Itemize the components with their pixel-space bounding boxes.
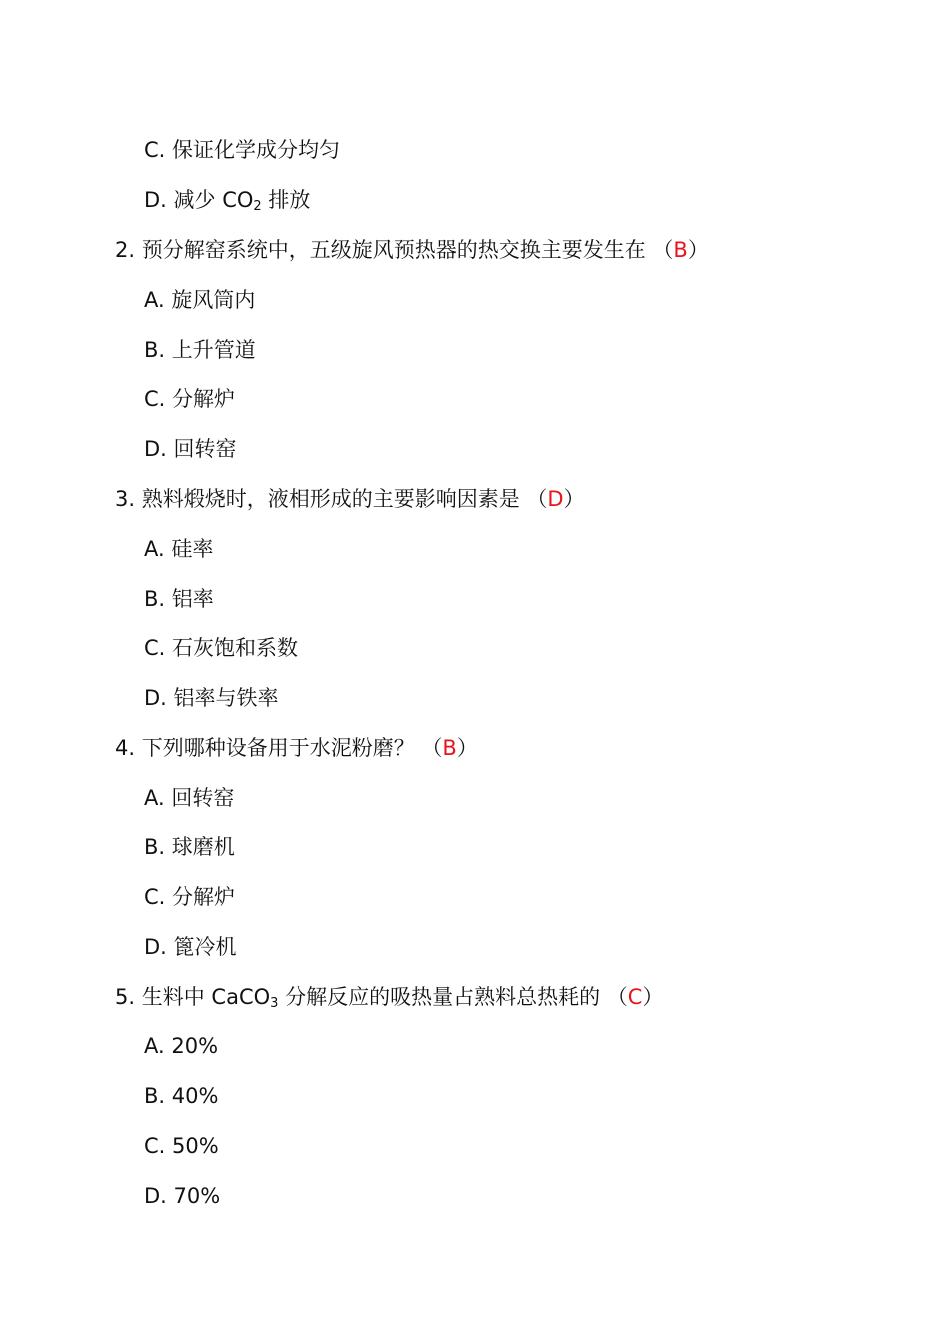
option-label: D. — [144, 1184, 167, 1208]
option-label: B. — [144, 1084, 166, 1108]
option-label: B. — [144, 835, 166, 859]
option-text-after: 排放 — [261, 188, 311, 212]
q2-option-a — [144, 285, 255, 315]
question-number: 5. — [115, 985, 136, 1009]
option-text: 40% — [171, 1084, 219, 1108]
option-label: B. — [144, 587, 166, 611]
answer-letter: C — [627, 985, 643, 1009]
option-label: A. — [144, 1034, 165, 1058]
option-text: 50% — [172, 1134, 219, 1158]
answer-paren-open: （ — [526, 487, 548, 511]
question-4 — [115, 733, 478, 763]
answer-paren-open: （ — [421, 736, 443, 760]
option-label: A. — [144, 288, 165, 312]
option-text: 上升管道 — [171, 338, 256, 362]
option-label: D. — [144, 188, 167, 212]
option-label: D. — [144, 686, 167, 710]
q4-option-a — [144, 783, 234, 813]
q2-option-c — [144, 384, 235, 414]
option-label: C. — [144, 885, 166, 909]
option-text: 石灰饱和系数 — [172, 636, 299, 660]
q5-option-c — [144, 1131, 219, 1161]
q3-option-c — [144, 633, 298, 663]
q5-option-b — [144, 1081, 218, 1111]
option-text: 铝率 — [171, 587, 214, 611]
answer-paren-close: ） — [642, 985, 664, 1009]
option-text: 20% — [171, 1034, 219, 1058]
option-text: 铝率与铁率 — [173, 686, 279, 710]
option-text: 回转窑 — [173, 437, 237, 461]
option-text: 旋风筒内 — [171, 288, 256, 312]
option-label: B. — [144, 338, 166, 362]
question-number: 2. — [115, 238, 136, 262]
option-label: D. — [144, 935, 167, 959]
q5-option-a — [144, 1031, 218, 1061]
option-label: C. — [144, 1134, 166, 1158]
q2-option-b — [144, 335, 256, 365]
option-text: 篦冷机 — [173, 935, 237, 959]
q4-option-b — [144, 832, 235, 862]
question-stem: 下列哪种设备用于水泥粉磨？ — [141, 736, 415, 760]
q4-option-d — [144, 932, 237, 962]
answer-letter: D — [547, 487, 564, 511]
option-text: 分解炉 — [172, 387, 236, 411]
answer-paren-close: ） — [563, 487, 585, 511]
q2-option-d — [144, 434, 237, 464]
option-text: 70% — [173, 1184, 221, 1208]
option-text-before: 减少 CO — [173, 188, 254, 212]
option-text: 硅率 — [171, 537, 214, 561]
option-label: A. — [144, 786, 165, 810]
option-text: 分解炉 — [172, 885, 236, 909]
q3-option-b — [144, 584, 214, 614]
option-text: 回转窑 — [171, 786, 235, 810]
q5-option-d — [144, 1181, 220, 1211]
option-d-prev — [144, 185, 310, 215]
option-text: 球磨机 — [171, 835, 235, 859]
q3-option-d — [144, 683, 279, 713]
answer-letter: B — [673, 238, 688, 262]
question-number: 3. — [115, 487, 136, 511]
question-stem-before: 生料中 CaCO — [141, 985, 271, 1009]
question-stem: 预分解窑系统中，五级旋风预热器的热交换主要发生在 — [141, 238, 646, 262]
question-stem: 熟料煅烧时，液相形成的主要影响因素是 — [141, 487, 520, 511]
answer-paren-close: ） — [687, 238, 709, 262]
option-text: 保证化学成分均匀 — [172, 138, 341, 162]
q4-option-c — [144, 882, 235, 912]
question-3 — [115, 484, 585, 514]
answer-letter: B — [442, 736, 457, 760]
q3-option-a — [144, 534, 213, 564]
subscript: 3 — [270, 996, 279, 1011]
subscript: 2 — [253, 199, 262, 214]
answer-paren-open: （ — [652, 238, 674, 262]
option-label: C. — [144, 636, 166, 660]
answer-paren-close: ） — [456, 736, 478, 760]
option-label: A. — [144, 537, 165, 561]
question-number: 4. — [115, 736, 136, 760]
question-5 — [115, 982, 663, 1012]
option-label: D. — [144, 437, 167, 461]
option-c-prev — [144, 135, 340, 165]
option-label: C. — [144, 387, 166, 411]
option-label: C. — [144, 138, 166, 162]
question-2 — [115, 235, 709, 265]
question-stem-after: 分解反应的吸热量占熟料总热耗的 — [278, 985, 601, 1009]
answer-paren-open: （ — [606, 985, 628, 1009]
